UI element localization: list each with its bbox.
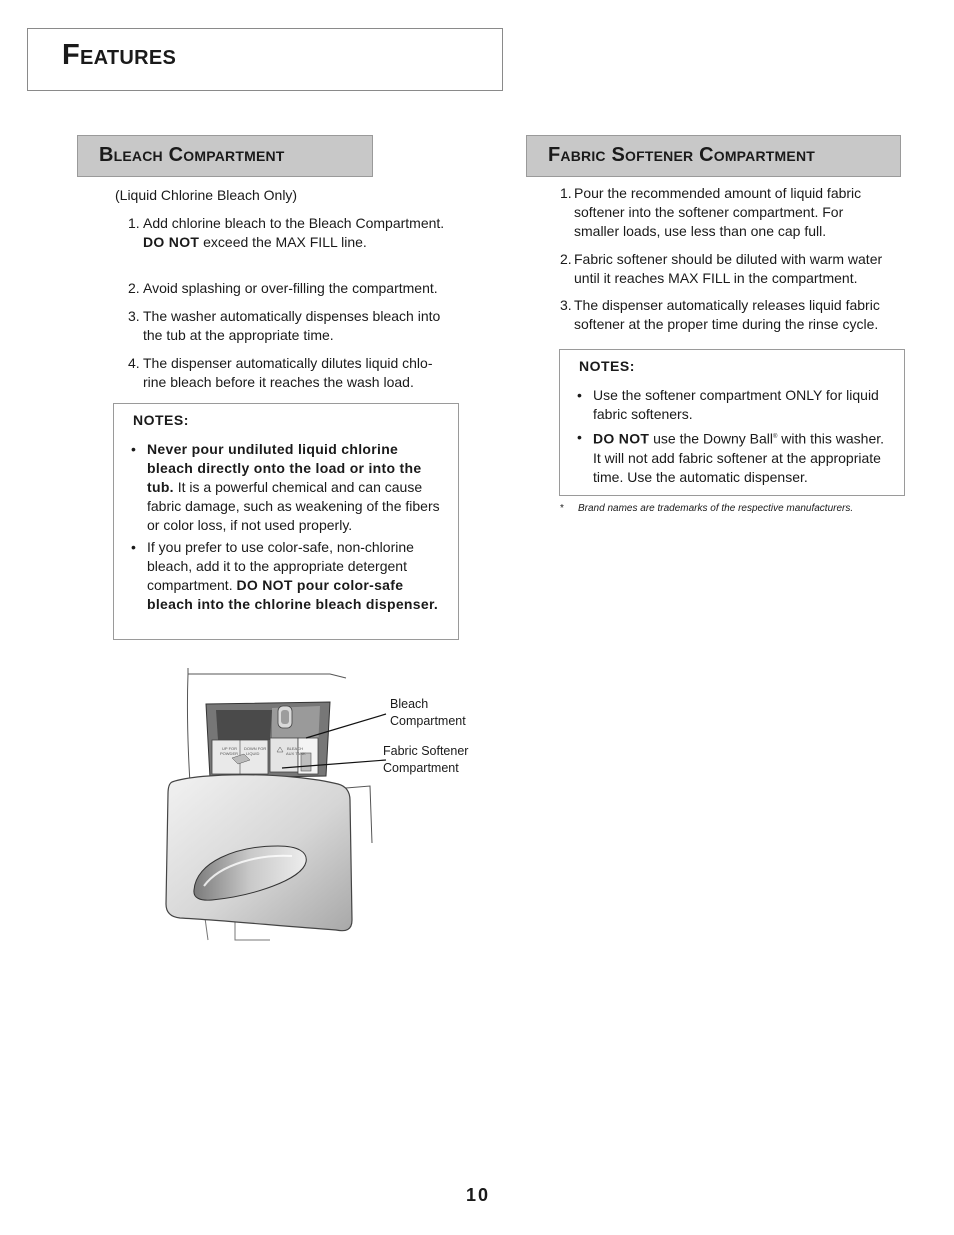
bullet-icon: • (577, 387, 582, 403)
callout-lines (260, 710, 390, 780)
step-number: 2. (128, 280, 140, 296)
softener-section-heading: Fabric Softener Compartment (526, 135, 901, 177)
step-text: exceed the MAX FILL line. (199, 234, 367, 250)
note-text: Use the softener compartment ONLY for liquid fabric softeners. (593, 387, 879, 422)
note-text: It is a powerful chemical and can cause fabric damage, such as weakening of the fibers or color loss, if not used properly. (147, 479, 440, 533)
bullet-icon: • (131, 441, 136, 457)
step-number: 3. (128, 308, 140, 324)
bullet-icon: • (577, 429, 582, 445)
step-text: Fabric softener should be diluted with warm water until it reaches MAX FILL in the compartment. (574, 251, 883, 286)
softener-step-3 (560, 296, 905, 334)
softener-note-2 (577, 428, 895, 487)
softener-step-1 (560, 184, 890, 241)
page-title: Features (62, 39, 177, 71)
drawer-label: AUX TANK (286, 751, 306, 756)
registered-mark: ® (772, 434, 778, 440)
note-emphasis: DO NOT (593, 430, 650, 447)
callout-text: Fabric Softener (383, 744, 469, 758)
step-text: Pour the recommended amount of liquid fabric softener into the softener compartment. For smaller loads, use less than one cap full. (574, 185, 862, 239)
bleach-notes-box (113, 403, 459, 640)
bleach-note-2 (131, 538, 447, 614)
bleach-intro: (Liquid Chlorine Bleach Only) (115, 187, 298, 203)
callout-bleach (390, 696, 466, 730)
bleach-section-heading: Bleach Compartment (77, 135, 373, 177)
page-number: 10 (466, 1185, 491, 1205)
softener-notes-box (559, 349, 905, 496)
drawer-label: LIQUID (246, 751, 260, 756)
drawer-label: BLEACH (287, 746, 304, 751)
footnote-mark: * (560, 503, 564, 514)
footnote: Brand names are trademarks of the respective manufacturers. (578, 503, 854, 514)
step-number: 1. (128, 215, 140, 231)
step-text: Avoid splashing or over-filling the compartment. (143, 280, 438, 296)
softener-step-2 (560, 250, 905, 288)
callout-text: Compartment (383, 761, 459, 775)
step-number: 3. (560, 297, 572, 313)
drawer-label: POWDER (220, 751, 238, 756)
softener-note-1 (577, 386, 893, 424)
step-text: Add chlorine bleach to the Bleach Compartment. (143, 215, 445, 231)
callout-text: Compartment (390, 714, 466, 728)
step-number: 4. (128, 355, 140, 371)
bleach-callout-line (306, 714, 386, 738)
note-text: If you prefer to use color-safe, non-chlorine bleach, add it to the appropriate detergent compartment. (147, 539, 414, 593)
step-text: The dispenser automatically dilutes liquid chlo-rine bleach before it reaches the wash load. (143, 355, 433, 390)
step-emphasis: DO NOT (143, 234, 200, 250)
step-text: The dispenser automatically releases liquid fabric softener at the proper time during the rinse cycle. (574, 297, 880, 332)
softener-callout-line (282, 760, 386, 768)
bleach-step-3 (128, 307, 458, 345)
bleach-step-1 (128, 214, 458, 252)
notes-title: NOTES: (579, 358, 635, 374)
notes-title: NOTES: (133, 412, 189, 428)
bleach-step-4 (128, 354, 448, 392)
note-emphasis: DO NOT pour color-safe bleach into the chlorine bleach dispenser. (147, 577, 439, 612)
step-number: 2. (560, 251, 572, 267)
drawer-label: DOWN FOR (244, 746, 267, 751)
callout-text: Bleach (390, 697, 429, 711)
note-text: with this washer. It will not add fabric softener at the appropriate time. Use the automatic dispenser. (593, 430, 885, 485)
note-text: use the Downy Ball (649, 430, 773, 447)
page-header-box (27, 28, 503, 91)
bullet-icon: • (131, 539, 136, 555)
bleach-note-1 (131, 440, 447, 535)
callout-softener (383, 743, 468, 777)
bleach-step-2 (128, 279, 458, 298)
drawer-label: UP FOR (222, 746, 238, 751)
step-text: The washer automatically dispenses bleach into the tub at the appropriate time. (143, 308, 441, 343)
step-number: 1. (560, 185, 572, 201)
note-emphasis: Never pour undiluted liquid chlorine bleach directly onto the load or into the tub. (147, 441, 422, 495)
